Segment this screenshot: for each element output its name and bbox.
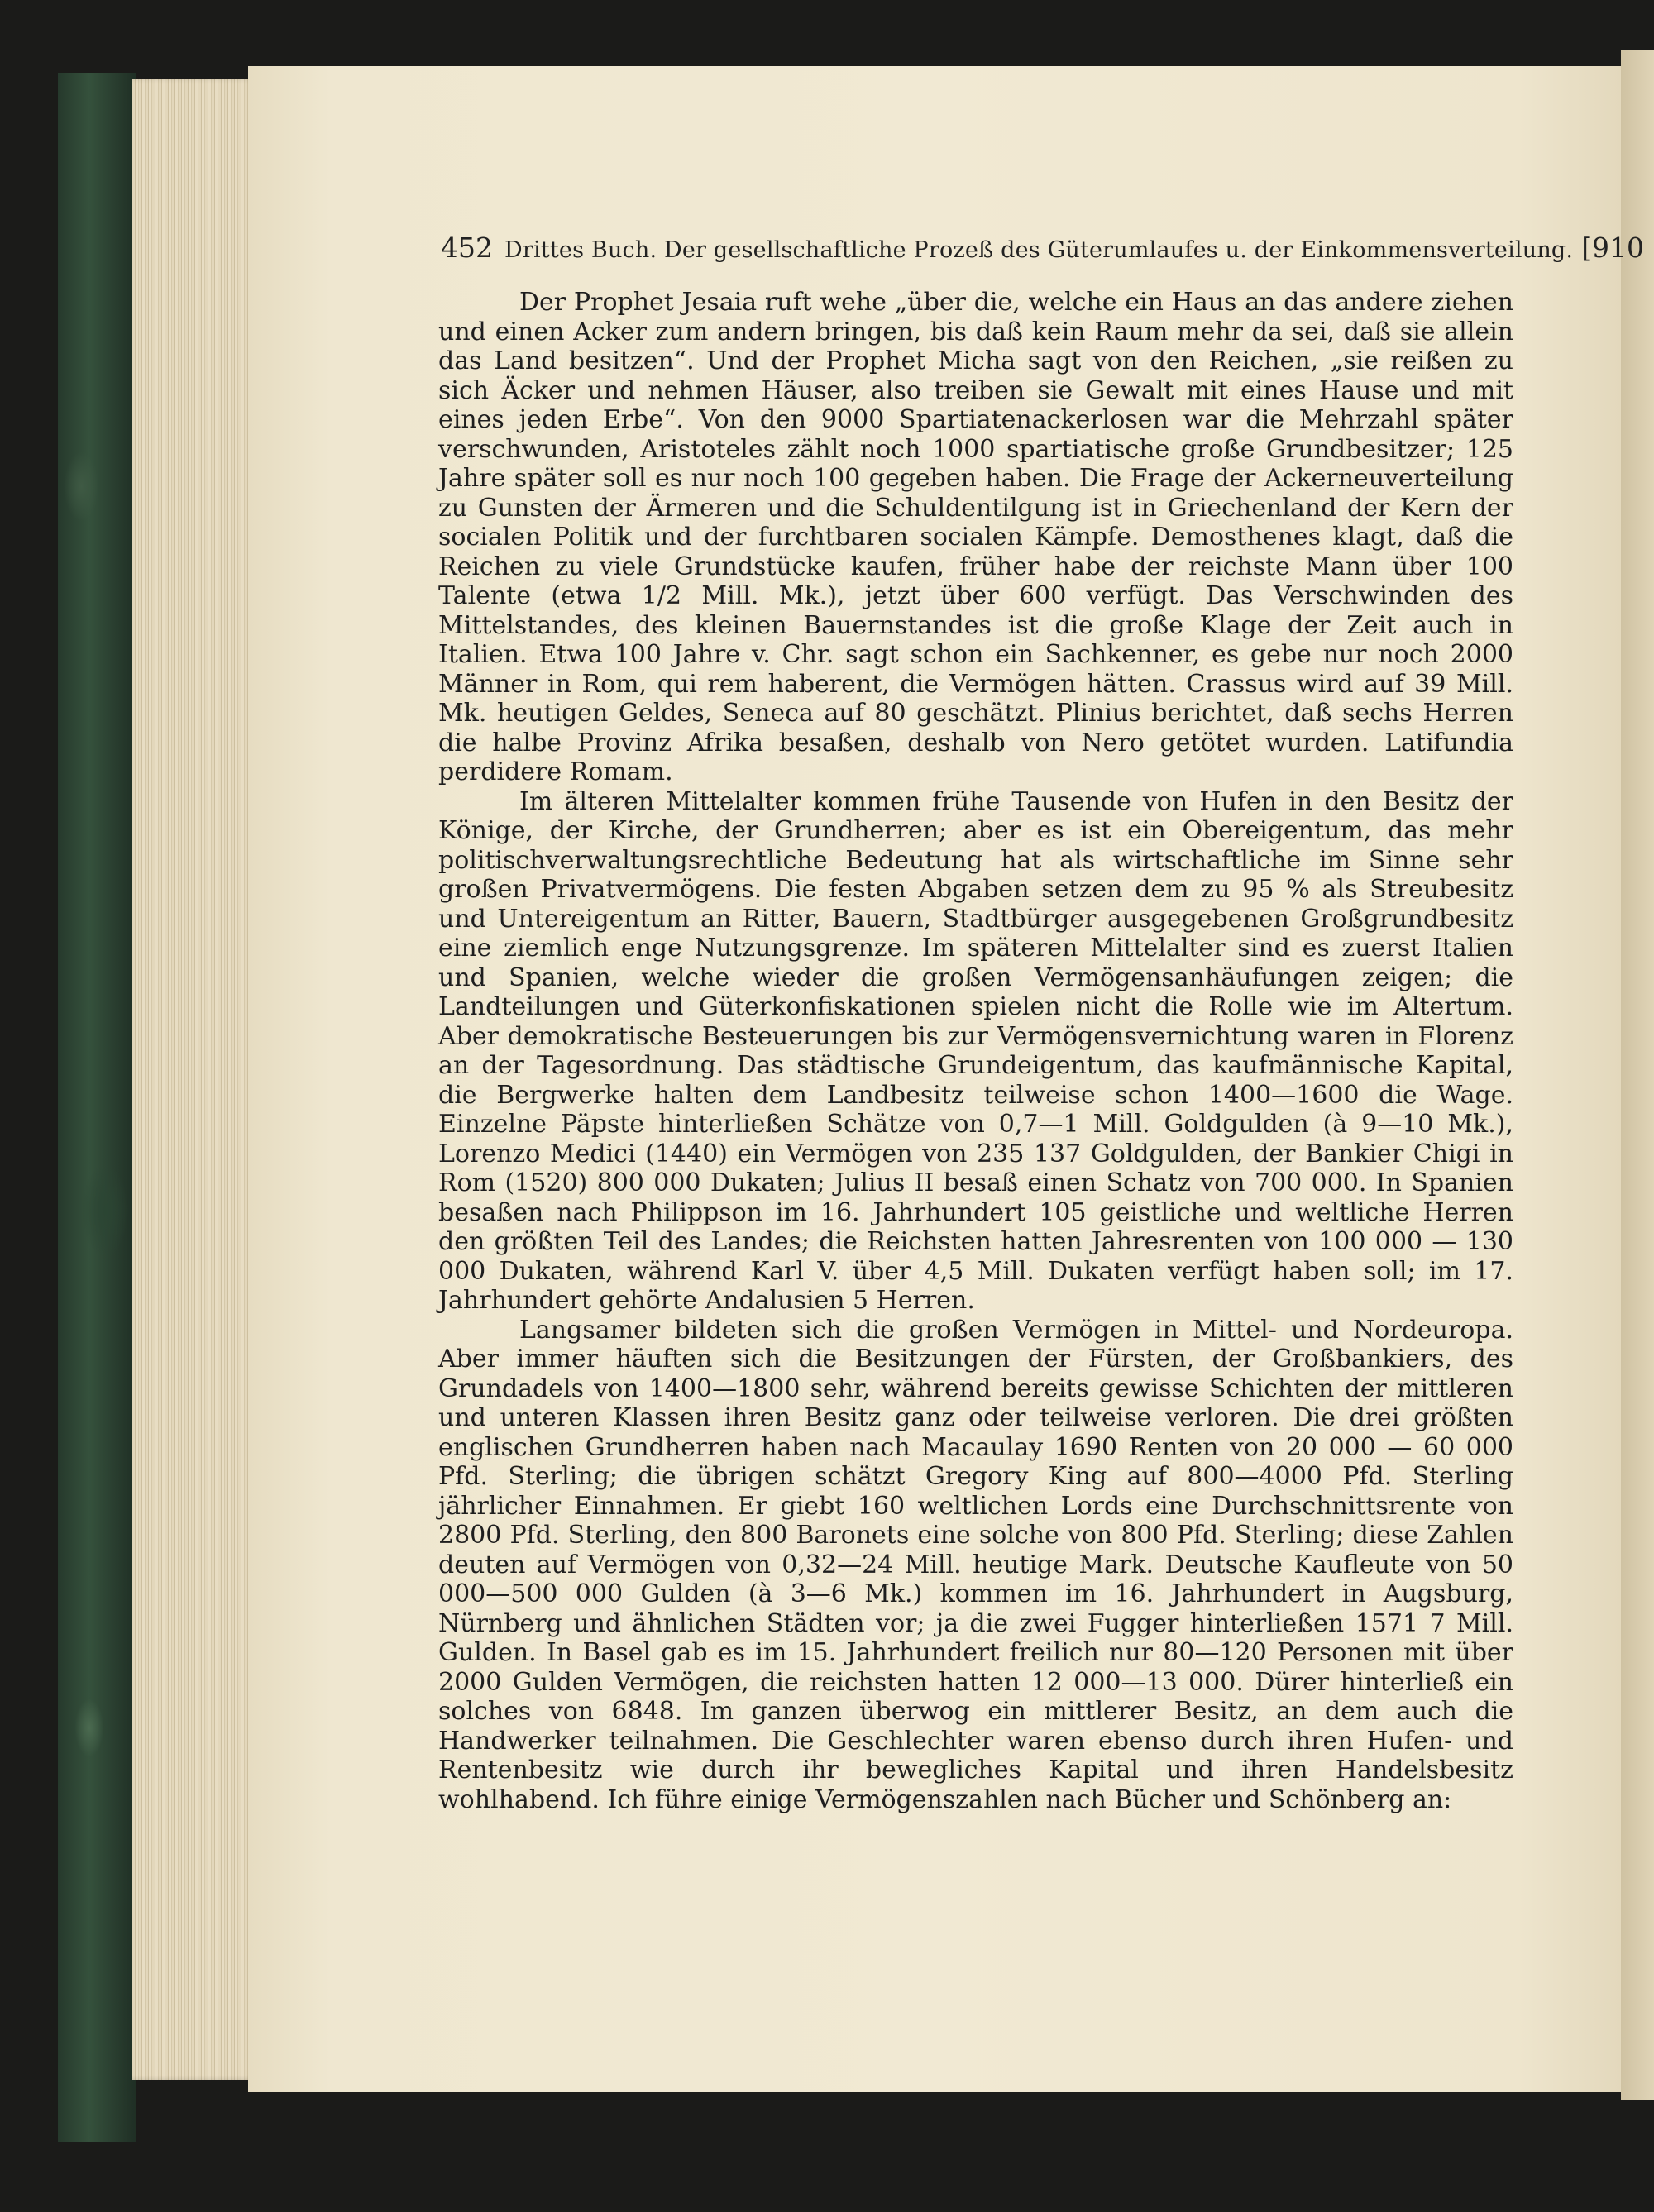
paragraph: Langsamer bildeten sich die großen Vermögen in Mittel- und Nordeuropa. Aber immer häuften sich die Besitzungen der Fürsten, der Großbankiers, des Grundadels von 1400—1800 sehr, während bereits gewisse Schichten der mittleren und unteren Klassen ihren Besitz ganz oder teilweise verloren. Die drei größten englischen Grundherren haben nach Macaulay 1690 Renten von 20 000 — 60 000 Pfd. Sterling; die übrigen schätzt Gregory King auf 800—4000 Pfd. Sterling jährlicher Einnahmen. Er giebt 160 weltlichen Lords eine Durchschnittsrente von 2800 Pfd. Sterling, den 800 Baronets eine solche von 800 Pfd. Sterling; diese Zahlen deuten auf Vermögen von 0,32—24 Mill. heutige Mark. Deutsche Kaufleute von 50 000—500 000 Gulden (à 3—6 Mk.) kommen im 16. Jahrhundert in Augsburg, Nürnberg und ähnlichen Städten vor; ja die zwei Fugger hinterließen 1571 7 Mill. Gulden. In Basel gab es im 15. Jahrhundert freilich nur 80—120 Personen mit über 2000 Gulden Vermögen, die reichsten hatten 12 000—13 000. Dürer hinterließ ein solches von 6848. Im ganzen überwog ein mittlerer Besitz, an dem auch die Handwerker teilnahmen. Die Geschlechter waren ebenso durch ihren Hufen- und Rentenbesitz wie durch ihr bewegliches Kapital und ihren Handelsbesitz wohlhabend. Ich führe einige Vermögenszahlen nach Bücher und Schönberg an:: [438, 1315, 1513, 1814]
running-title: Drittes Buch. Der gesellschaftliche Prozeß des Güterumlaufes u. der Einkommensverteilung.: [504, 237, 1574, 263]
page-edges: [132, 79, 256, 2080]
facing-page-edge: [1621, 50, 1654, 2100]
section-reference: [910: [1581, 232, 1645, 264]
paragraph: Im älteren Mittelalter kommen frühe Tausende von Hufen in den Besitz der Könige, der Kirche, der Grundherren; aber es ist ein Obereigentum, das mehr politischverwaltungsrechtliche Bedeutung hat als wirtschaftliche im Sinne sehr großen Privatvermögens. Die festen Abgaben setzen dem zu 95 % als Streubesitz und Untereigentum an Ritter, Bauern, Stadtbürger ausgegebenen Großgrundbesitz eine ziemlich enge Nutzungsgrenze. Im späteren Mittelalter sind es zuerst Italien und Spanien, welche wieder die großen Vermögensanhäufungen zeigen; die Landteilungen und Güterkonfiskationen spielen nicht die Rolle wie im Altertum. Aber demokratische Besteuerungen bis zur Vermögensvernichtung waren in Florenz an der Tagesordnung. Das städtische Grundeigentum, das kaufmännische Kapital, die Bergwerke halten dem Landbesitz teilweise schon 1400—1600 die Wage. Einzelne Päpste hinterließen Schätze von 0,7—1 Mill. Goldgulden (à 9—10 Mk.), Lorenzo Medici (1440) ein Vermögen von 235 137 Goldgulden, der Bankier Chigi in Rom (1520) 800 000 Dukaten; Julius II besaß einen Schatz von 700 000. In Spanien besaßen nach Philippson im 16. Jahrhundert 105 geistliche und weltliche Herren den größten Teil des Landes; die Reichsten hatten Jahresrenten von 100 000 — 130 000 Dukaten, während Karl V. über 4,5 Mill. Dukaten verfügt haben soll; im 17. Jahrhundert gehörte Andalusien 5 Herren.: [438, 786, 1513, 1315]
body-text: [438, 288, 1513, 1814]
book-binding: [58, 73, 136, 2142]
running-header: [441, 232, 1645, 265]
paragraph: Der Prophet Jesaia ruft wehe „über die, welche ein Haus an das andere ziehen und einen Acker zum andern bringen, bis daß kein Raum mehr da sei, daß sie allein das Land besitzen“. Und der Prophet Micha sagt von den Reichen, „sie reißen zu sich Äcker und nehmen Häuser, also treiben sie Gewalt mit eines Hause und mit eines jeden Erbe“. Von den 9000 Spartiatenackerlosen war die Mehrzahl später verschwunden, Aristoteles zählt noch 1000 spartiatische große Grundbesitzer; 125 Jahre später soll es nur noch 100 gegeben haben. Die Frage der Ackerneuverteilung zu Gunsten der Ärmeren und die Schuldentilgung ist in Griechenland der Kern der socialen Politik und der furchtbaren socialen Kämpfe. Demosthenes klagt, daß die Reichen zu viele Grundstücke kaufen, früher habe der reichste Mann über 100 Talente (etwa 1/2 Mill. Mk.), jetzt über 600 verfügt. Das Verschwinden des Mittelstandes, des kleinen Bauernstandes ist die große Klage der Zeit auch in Italien. Etwa 100 Jahre v. Chr. sagt schon ein Sachkenner, es gebe nur noch 2000 Männer in Rom, qui rem haberent, die Vermögen hätten. Crassus wird auf 39 Mill. Mk. heutigen Geldes, Seneca auf 80 geschätzt. Plinius berichtet, daß sechs Herren die halbe Provinz Afrika besaßen, deshalb von Nero getötet wurden. Latifundia perdidere Romam.: [438, 288, 1513, 786]
page-number: 452: [441, 232, 493, 264]
